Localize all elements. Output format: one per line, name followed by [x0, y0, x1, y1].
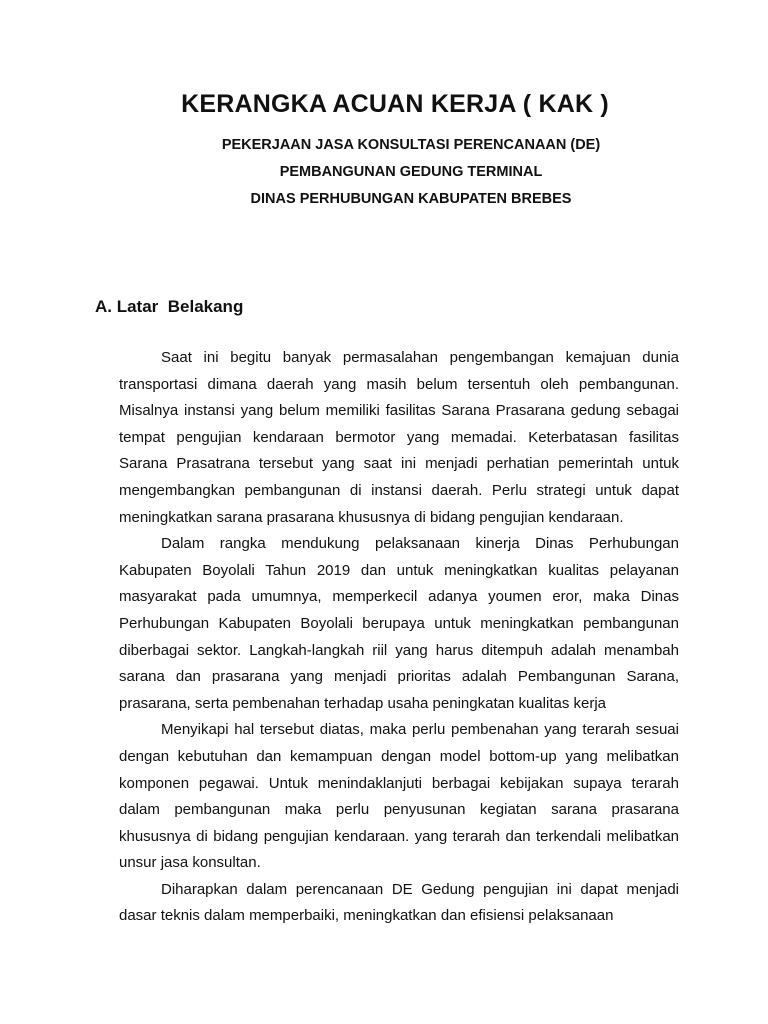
subtitle-line-3: DINAS PERHUBUNGAN KABUPATEN BREBES [250, 191, 572, 207]
paragraph-2: Dalam rangka mendukung pelaksanaan kinerja Dinas Perhubungan Kabupaten Boyolali Tahun 2019 dan untuk meningkatkan kualitas pelayanan masyarakat pada umumnya, memperkecil adanya youmen eror, maka Dinas Perhubungan Kabupaten Boyolali berupaya untuk meningkatkan pembangunan diberbagai sektor. Langkah-langkah riil yang harus ditempuh adalah menambah sarana dan prasarana yang menjadi prioritas adalah Pembangunan Sarana, prasarana, serta pembenahan terhadap usaha peningkatan kualitas kerja [119, 535, 679, 712]
subtitle-line-2: PEMBANGUNAN GEDUNG TERMINAL [279, 164, 543, 180]
document-title: KERANGKA ACUAN KERJA ( KAK ) [181, 90, 609, 118]
subtitle-line-1: PEKERJAAN JASA KONSULTASI PERENCANAAN (DE) [221, 137, 601, 153]
paragraph-3: Menyikapi hal tersebut diatas, maka perlu pembenahan yang terarah sesuai dengan kebutuhan dan kemampuan dengan model bottom-up yang melibatkan komponen pegawai. Untuk menindaklanjuti berbagai kebijakan supaya terarah dalam pembangunan maka perlu penyusunan kegiatan sarana prasarana khususnya di bidang pengujian kendaraan. yang terarah dan terkendali melibatkan unsur jasa konsultan. [119, 721, 679, 872]
paragraph-4: Diharapkan dalam perencanaan DE Gedung pengujian ini dapat menjadi dasar teknis dalam memperbaiki, meningkatkan dan efisiensi pelaksanaan [119, 880, 679, 925]
section-body [119, 345, 679, 930]
paragraph-1: Saat ini begitu banyak permasalahan pengembangan kemajuan dunia transportasi dimana daerah yang masih belum tersentuh oleh pembangunan. Misalnya instansi yang belum memiliki fasilitas Sarana Prasarana gedung sebagai tempat pengujian kendaraan bermotor yang memadai. Keterbatasan fasilitas Sarana Prasatrana tersebut yang saat ini menjadi perhatian pemerintah untuk mengembangkan pembangunan di instansi daerah. Perlu strategi untuk dapat meningkatkan sarana prasarana khususnya di bidang pengujian kendaraan. [119, 349, 679, 526]
section-heading: A. Latar Belakang [95, 297, 244, 316]
